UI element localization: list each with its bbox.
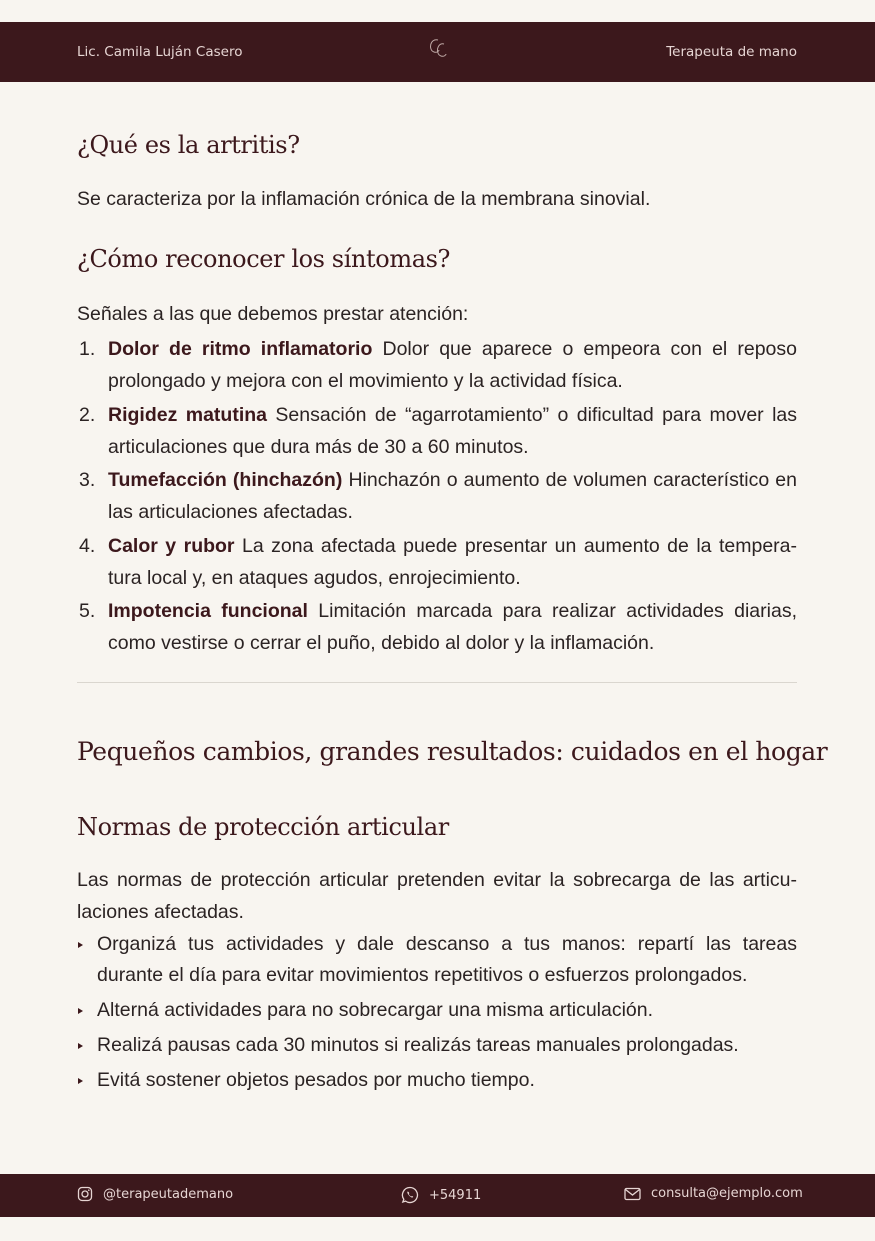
list-item <box>77 399 797 463</box>
symptom-description: Limitación marcada para realizar actividades diarias, como vestirse o cerrar el puño, debido al dolor y la inflamación. <box>108 600 797 654</box>
list-number: 1. <box>79 338 96 360</box>
instagram-icon <box>77 1186 93 1202</box>
symptom-title: Dolor de ritmo inflamatorio <box>108 338 373 360</box>
page-header <box>0 22 875 82</box>
heading-what-is-arthritis: ¿Qué es la artritis? <box>77 131 300 159</box>
symptom-title: Rigidez matutina <box>108 403 267 426</box>
list-number: 4. <box>79 534 96 557</box>
list-number: 5. <box>79 600 96 622</box>
footer-email[interactable] <box>624 1186 803 1201</box>
symptom-description: Sensación de “agarrotamiento” o dificultad para mover las articulaciones que dura más de 30 a 60 minutos. <box>108 403 798 458</box>
heading-home-care: Pequeños cambios, grandes resultados: cuidados en el hogar <box>77 737 828 766</box>
list-number: 3. <box>79 469 96 491</box>
whatsapp-icon <box>401 1186 419 1204</box>
symptom-title: Tumefacción (hinchazón) <box>108 469 343 491</box>
symptom-description: La zona afectada puede presentar un aumento de la tempera-tura local y, en ataques agudos, enrojecimiento. <box>108 534 797 589</box>
joint-protection-intro: Las normas de protección articular pretenden evitar la sobrecarga de las articu-laciones afectadas. <box>77 869 797 923</box>
section-divider <box>77 682 797 683</box>
heading-joint-protection: Normas de protección articular <box>77 813 449 841</box>
list-item <box>77 929 797 991</box>
whatsapp-number: +54911 <box>429 1187 482 1203</box>
bullet-arrow-icon <box>78 1008 83 1014</box>
page-footer <box>0 1174 875 1217</box>
list-item <box>77 333 797 397</box>
cc-monogram-logo-icon <box>424 34 454 64</box>
footer-whatsapp[interactable] <box>401 1186 481 1204</box>
list-item-text: Realizá pausas cada 30 minutos si realizás tareas manuales prolongadas. <box>97 1034 739 1056</box>
bullet-arrow-icon <box>78 1043 83 1049</box>
bullet-arrow-icon <box>78 942 83 948</box>
arthritis-definition: Se caracteriza por la inflamación crónica de la membrana sinovial. <box>77 188 651 210</box>
therapist-role: Terapeuta de mano <box>666 44 797 60</box>
list-number: 2. <box>79 403 96 426</box>
list-item <box>77 595 797 659</box>
list-item <box>77 530 797 594</box>
bullet-arrow-icon <box>78 1078 83 1084</box>
list-item <box>77 1065 797 1096</box>
list-item-text: Evitá sostener objetos pesados por mucho tiempo. <box>97 1069 535 1091</box>
symptom-title: Impotencia funcional <box>108 600 308 622</box>
list-item <box>77 464 797 528</box>
symptoms-list <box>77 333 797 661</box>
list-item <box>77 1030 797 1061</box>
heading-symptoms: ¿Cómo reconocer los síntomas? <box>77 245 450 273</box>
symptom-description: Hinchazón o aumento de volumen característico en las articulaciones afectadas. <box>108 469 797 523</box>
joint-protection-list <box>77 929 797 1100</box>
list-item-text: Alterná actividades para no sobrecargar una misma articulación. <box>97 999 654 1021</box>
symptoms-intro: Señales a las que debemos prestar atención: <box>77 303 469 325</box>
footer-instagram[interactable] <box>77 1186 233 1202</box>
symptom-description: Dolor que aparece o empeora con el reposo prolongado y mejora con el movimiento y la actividad física. <box>108 338 797 392</box>
symptom-title: Calor y rubor <box>108 534 235 557</box>
instagram-handle: @terapeutademano <box>103 1186 234 1202</box>
email-address: consulta@ejemplo.com <box>651 1186 803 1201</box>
list-item <box>77 995 797 1026</box>
list-item-text: Organizá tus actividades y dale descanso a tus manos: repartí las tareas durante el día para evitar movimientos repetitivos o esfuerzos prolongados. <box>97 933 797 986</box>
therapist-name: Lic. Camila Luján Casero <box>77 44 243 60</box>
mail-icon <box>624 1187 641 1201</box>
